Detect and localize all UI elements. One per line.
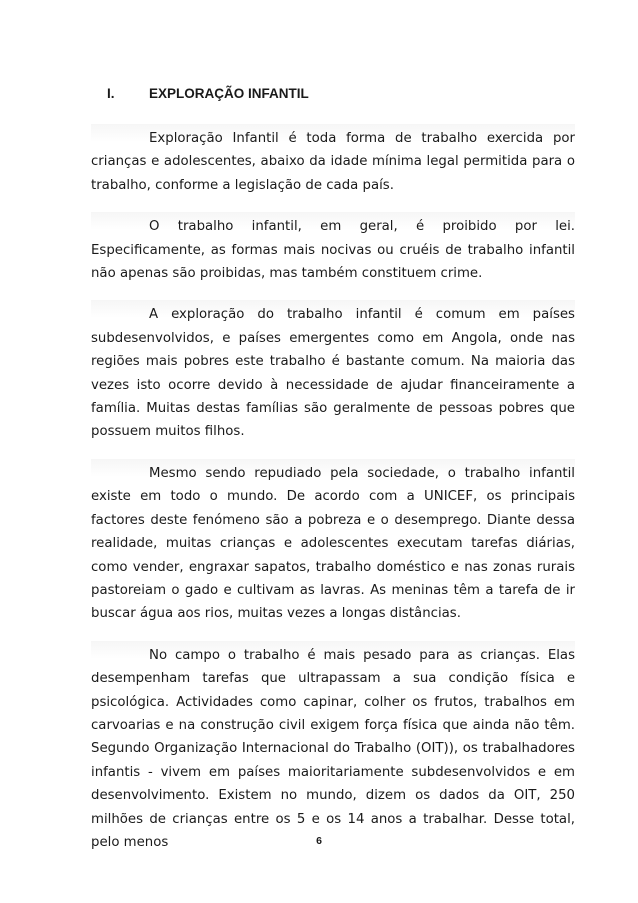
body-text [91, 124, 575, 869]
section-title: EXPLORAÇÃO INFANTIL [149, 86, 309, 101]
paragraph: O trabalho infantil, em geral, é proibido por lei. Especificamente, as formas mais nocivas ou cruéis de trabalho infantil não apenas são proibidas, mas também constituem crime. [91, 212, 575, 285]
paragraph: A exploração do trabalho infantil é comum em países subdesenvolvidos, e países emergentes como em Angola, onde nas regiões mais pobres este trabalho é bastante comum. Na maioria das vezes isto ocorre devido à necessidade de ajudar financeiramente a família. Muitas destas famílias são geralmente de pessoas pobres que possuem muitos filhos. [91, 300, 575, 443]
paragraph: No campo o trabalho é mais pesado para as crianças. Elas desempenham tarefas que ultrapassam a sua condição física e psicológica. Actividades como capinar, colher os frutos, trabalhos em carvoarias e na construção civil exigem força física que ainda não têm. Segundo Organização Internacional do Trabalho (OIT)), os trabalhadores infantis - vivem em países maioritariamente subdesenvolvidos e em desenvolvimento. Existem no mundo, dizem os dados da OIT, 250 milhões de crianças entre os 5 e os 14 anos a trabalhar. Desse total, pelo menos [91, 641, 575, 855]
paragraph: Mesmo sendo repudiado pela sociedade, o trabalho infantil existe em todo o mundo. De acordo com a UNICEF, os principais factores deste fenómeno são a pobreza e o desemprego. Diante dessa realidade, muitas crianças e adolescentes executam tarefas diárias, como vender, engraxar sapatos, trabalho doméstico e nas zonas rurais pastoreiam o gado e cultivam as lavras. As meninas têm a tarefa de ir buscar água aos rios, muitas vezes a longas distâncias. [91, 459, 575, 626]
page-number: 6 [316, 835, 322, 847]
section-number: I. [107, 86, 115, 101]
paragraph: Exploração Infantil é toda forma de trabalho exercida por crianças e adolescentes, abaixo da idade mínima legal permitida para o trabalho, conforme a legislação de cada país. [91, 124, 575, 197]
section-heading [107, 86, 309, 101]
